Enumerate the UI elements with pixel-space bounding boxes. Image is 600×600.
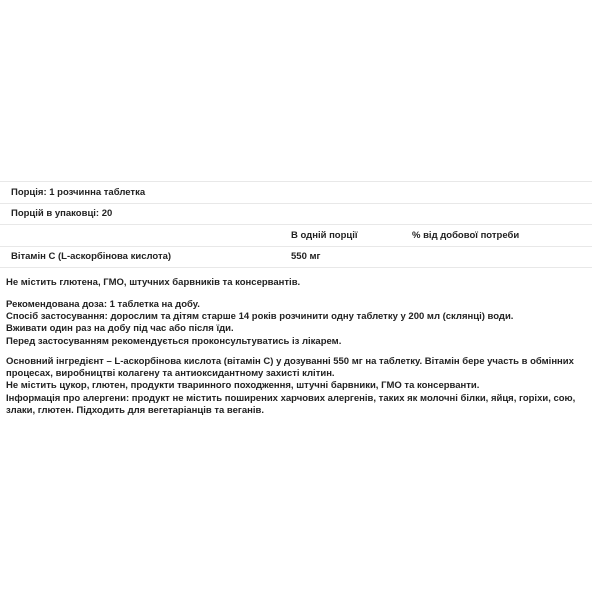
free-from-text: Не містить цукор, глютен, продукти тваринного походження, штучні барвники, ГМО та консерванти. [6,380,480,392]
consult-doctor-note: Перед застосуванням рекомендується проконсультуватись із лікарем. [6,335,342,347]
table-header-row [0,225,592,247]
ingredient-amount: 550 мг [291,246,412,268]
usage-timing: Вживати один раз на добу під час або після їди. [6,323,234,335]
free-from-note-block [6,277,596,289]
usage-method: Спосіб застосування: дорослим та дітям старше 14 років розчинити одну таблетку у 200 мл (склянці) води. [6,311,514,323]
free-from-note: Не містить глютена, ГМО, штучних барвників та консервантів. [6,277,301,288]
header-per-serving: В одній порції [291,225,412,247]
table-row [0,246,592,268]
header-ingredient [0,225,291,247]
header-daily-value: % від добової потреби [412,225,592,247]
servings-per-container: Порцій в упаковці: 20 [0,203,592,225]
usage-instructions-block [6,299,596,348]
main-ingredient-text: Основний інгредієнт – L-аскорбінова кислота (вітамін С) у дозуванні 550 мг на таблетку. Вітамін бере участь в обмінних процесах, виробництві колагену та антиоксидантному захисті клітин. [6,356,574,380]
recommended-dose: Рекомендована доза: 1 таблетка на добу. [6,299,200,310]
allergen-info-text: Інформація про алергени: продукт не містить поширених харчових алергенів, таких як молочні білки, яйця, горіхи, сою, злаки, глютен. Підходить для вегетаріанців та веганів. [6,392,576,416]
serving-size: Порція: 1 розчинна таблетка [0,182,592,204]
servings-per-container-row [0,203,592,225]
ingredient-name: Вітамін С (L-аскорбінова кислота) [0,246,291,268]
supplement-facts-table [0,181,592,268]
serving-size-row [0,182,592,204]
product-info-block [6,356,596,417]
ingredient-daily-value [412,246,592,268]
